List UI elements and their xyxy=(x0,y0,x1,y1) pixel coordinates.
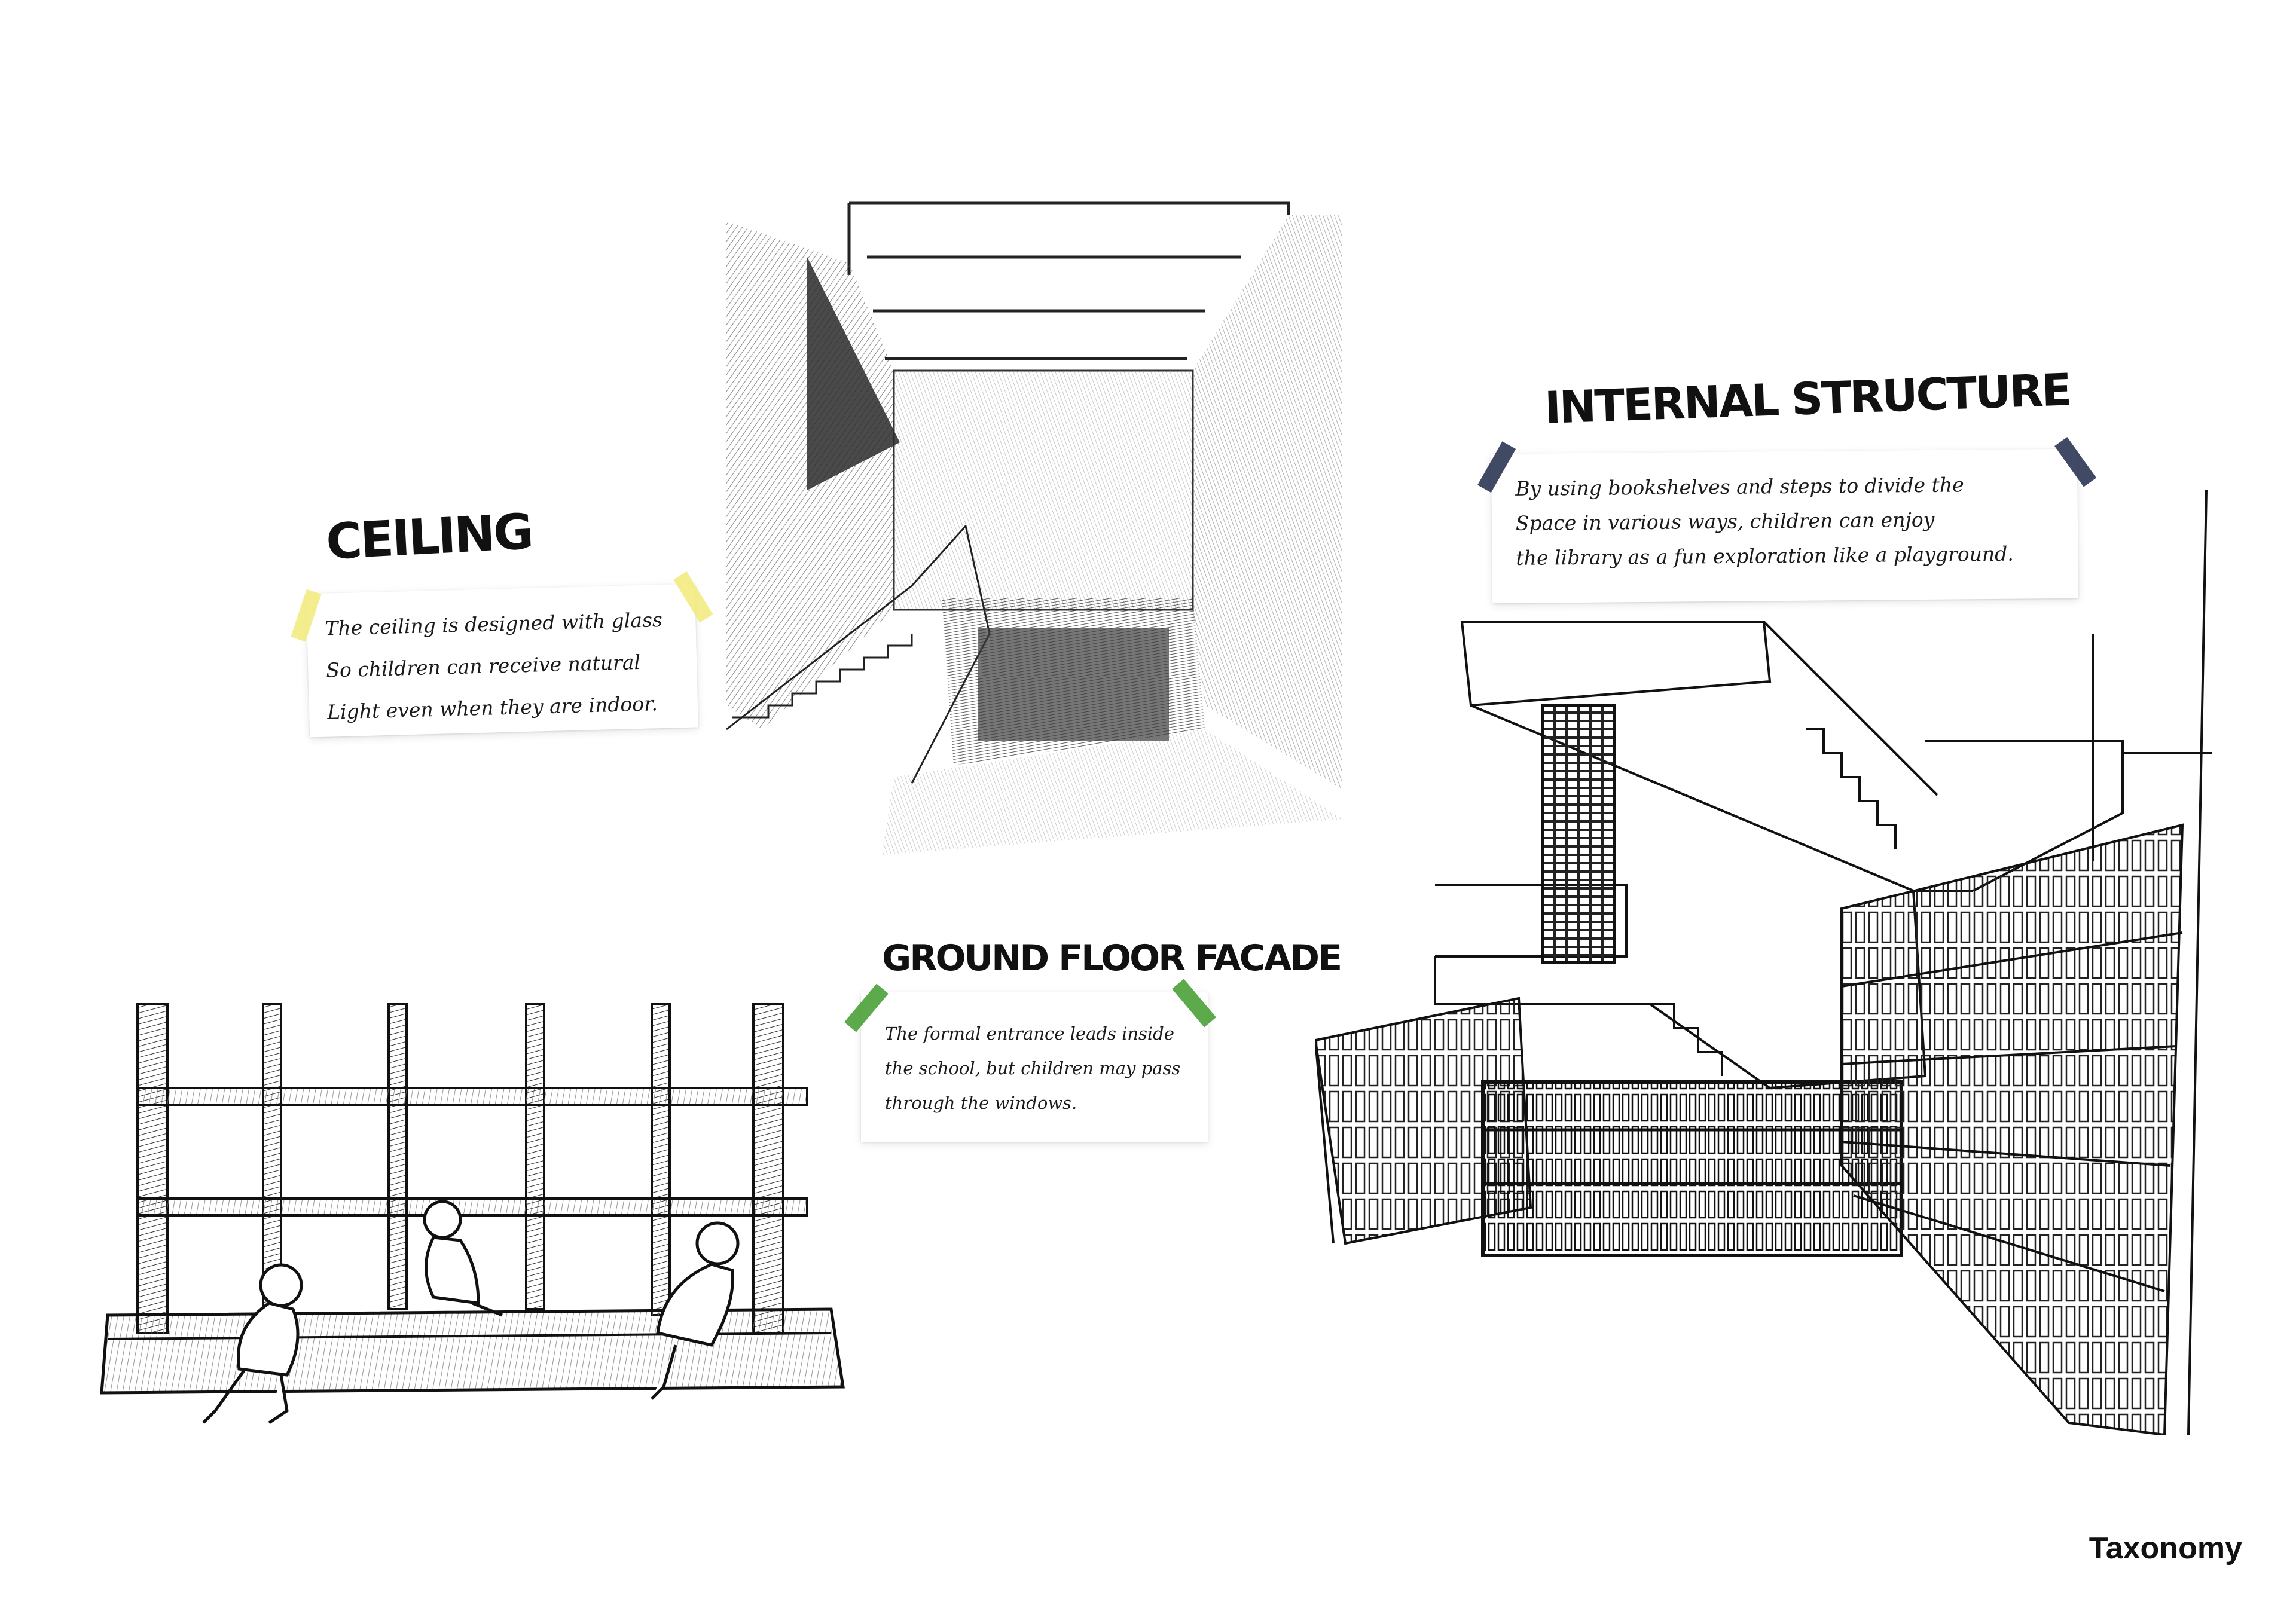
page-label: Taxonomy xyxy=(2089,1531,2242,1566)
shelf-play-sketch xyxy=(90,992,855,1459)
ground-floor-facade-note-line: The formal entrance leads inside xyxy=(885,1023,1174,1044)
ceiling-note xyxy=(306,584,698,738)
internal-structure-note-line: By using bookshelves and steps to divide the xyxy=(1515,473,1964,500)
internal-structure-heading: INTERNAL STRUCTURE xyxy=(1543,364,2071,434)
ground-floor-facade-note-line: through the windows. xyxy=(885,1093,1077,1113)
ground-floor-facade-note-line: the school, but children may pass xyxy=(885,1058,1181,1078)
library-sketch xyxy=(1315,478,2230,1435)
ceiling-note-line: So children can receive natural xyxy=(325,650,641,682)
ceiling-note-line: Light even when they are indoor. xyxy=(326,692,658,724)
ceiling-heading: CEILING xyxy=(325,503,533,571)
ground-floor-facade-heading: GROUND FLOOR FACADE xyxy=(882,937,1341,979)
stair-hall-sketch xyxy=(715,191,1354,867)
ground-floor-facade-note xyxy=(861,992,1208,1142)
ceiling-note-line: The ceiling is designed with glass xyxy=(324,607,663,640)
internal-structure-note-line: Space in various ways, children can enjoy xyxy=(1515,508,1935,535)
internal-structure-note-line: the library as a fun exploration like a playground. xyxy=(1516,542,2014,570)
